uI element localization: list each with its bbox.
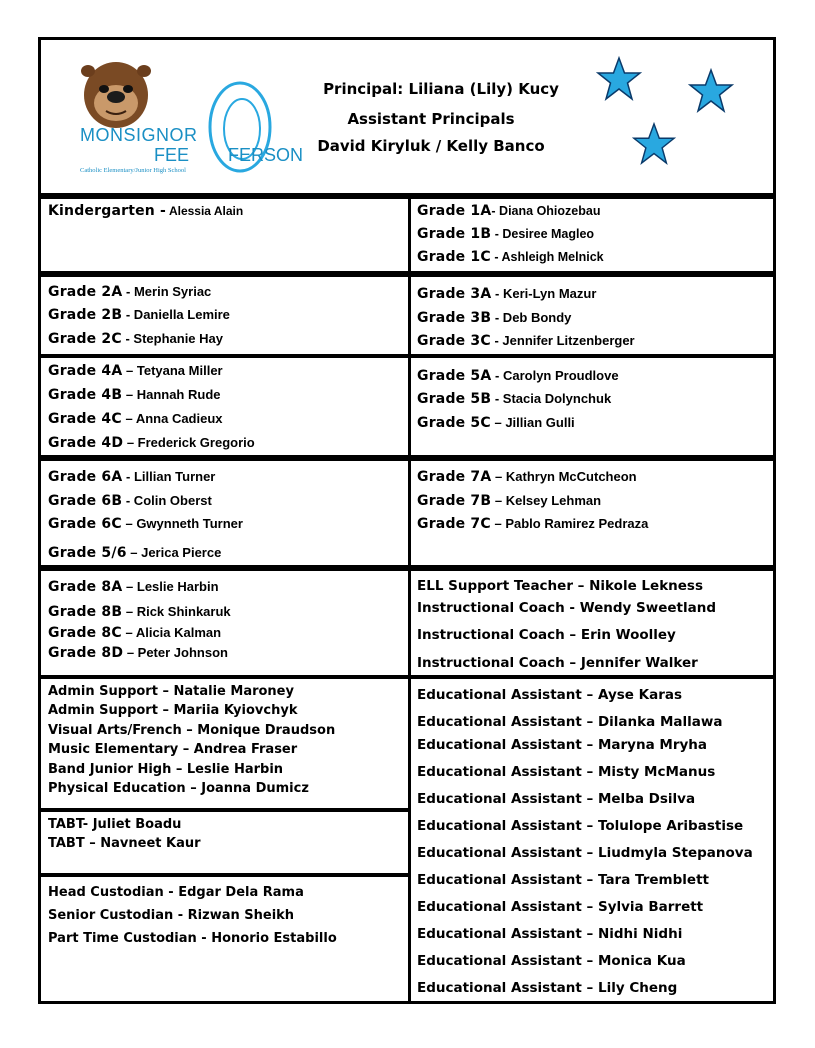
- ea-line: Educational Assistant – Liudmyla Stepanova: [417, 845, 753, 861]
- grade-5b-line: Grade 5B - Stacia Dolynchuk: [417, 391, 612, 407]
- grade-1a-line: Grade 1A- Diana Ohiozebau: [417, 203, 601, 219]
- admin-line: Physical Education – Joanna Dumicz: [48, 781, 309, 796]
- assistant-principals-title: Assistant Principals: [347, 110, 515, 128]
- ea-line: Educational Assistant – Tara Tremblett: [417, 872, 709, 888]
- grade-5-6-line: Grade 5/6 – Jerica Pierce: [48, 545, 222, 561]
- grade-6c-line: Grade 6C – Gwynneth Turner: [48, 516, 243, 532]
- tabt-line: TABT- Juliet Boadu: [48, 817, 182, 832]
- admin-line: Music Elementary – Andrea Fraser: [48, 742, 298, 757]
- star-icon: [632, 122, 676, 166]
- grade-7b-line: Grade 7B – Kelsey Lehman: [417, 493, 602, 509]
- logo-line-ferson: FERSON: [228, 145, 304, 165]
- grade-6a-line: Grade 6A - Lillian Turner: [48, 469, 216, 485]
- grade-5a-line: Grade 5A - Carolyn Proudlove: [417, 368, 619, 384]
- grade-7a-line: Grade 7A – Kathryn McCutcheon: [417, 469, 637, 485]
- grade-8d-line: Grade 8D – Peter Johnson: [48, 645, 228, 661]
- grade-2b-line: Grade 2B - Daniella Lemire: [48, 307, 230, 323]
- admin-line: Band Junior High – Leslie Harbin: [48, 762, 284, 777]
- kindergarten-line: Kindergarten - Alessia Alain: [48, 203, 244, 219]
- support-line: Instructional Coach - Wendy Sweetland: [417, 600, 717, 616]
- custodian-line: Senior Custodian - Rizwan Sheikh: [48, 908, 295, 923]
- ea-line: Educational Assistant – Ayse Karas: [417, 687, 683, 703]
- grade-1c-line: Grade 1C - Ashleigh Melnick: [417, 249, 604, 265]
- grade-6b-line: Grade 6B - Colin Oberst: [48, 493, 212, 509]
- logo-tagline: Catholic Elementary/Junior High School: [80, 167, 186, 174]
- admin-line: Visual Arts/French – Monique Draudson: [48, 723, 336, 738]
- grade-2c-line: Grade 2C - Stephanie Hay: [48, 331, 223, 347]
- ea-line: Educational Assistant – Lily Cheng: [417, 980, 678, 996]
- admin-line: Admin Support – Mariia Kyiovchyk: [48, 703, 298, 718]
- ea-line: Educational Assistant – Maryna Mryha: [417, 737, 708, 753]
- grade-4b-line: Grade 4B – Hannah Rude: [48, 387, 221, 403]
- grade-1b-line: Grade 1B - Desiree Magleo: [417, 226, 595, 242]
- ea-line: Educational Assistant – Monica Kua: [417, 953, 686, 969]
- support-line: Instructional Coach – Erin Woolley: [417, 627, 676, 643]
- ea-line: Educational Assistant – Sylvia Barrett: [417, 899, 704, 915]
- grade-3b-line: Grade 3B - Deb Bondy: [417, 310, 572, 326]
- logo-line-fee: FEE: [154, 145, 190, 165]
- ea-line: Educational Assistant – Misty McManus: [417, 764, 716, 780]
- star-icon: [596, 56, 642, 102]
- grade-8a-line: Grade 8A – Leslie Harbin: [48, 579, 219, 595]
- grade-4c-line: Grade 4C – Anna Cadieux: [48, 411, 223, 427]
- principal-title: Principal: Liliana (Lily) Kucy: [323, 80, 559, 98]
- grade-8c-line: Grade 8C – Alicia Kalman: [48, 625, 222, 641]
- custodian-line: Head Custodian - Edgar Dela Rama: [48, 885, 304, 900]
- grade-8b-line: Grade 8B – Rick Shinkaruk: [48, 604, 231, 620]
- grade-4a-line: Grade 4A – Tetyana Miller: [48, 363, 223, 379]
- grade-4d-line: Grade 4D – Frederick Gregorio: [48, 435, 255, 451]
- grade-7c-line: Grade 7C – Pablo Ramirez Pedraza: [417, 516, 649, 532]
- admin-line: Admin Support – Natalie Maroney: [48, 684, 294, 699]
- ea-line: Educational Assistant – Dilanka Mallawa: [417, 714, 723, 730]
- support-line: Instructional Coach – Jennifer Walker: [417, 655, 698, 671]
- tabt-line: TABT – Navneet Kaur: [48, 836, 201, 851]
- ea-line: Educational Assistant – Nidhi Nidhi: [417, 926, 683, 942]
- grade-2a-line: Grade 2A - Merin Syriac: [48, 284, 212, 300]
- custodian-line: Part Time Custodian - Honorio Estabillo: [48, 931, 337, 946]
- grade-3a-line: Grade 3A - Keri-Lyn Mazur: [417, 286, 597, 302]
- school-logo: [70, 55, 304, 185]
- grade-3c-line: Grade 3C - Jennifer Litzenberger: [417, 333, 635, 349]
- support-line: ELL Support Teacher – Nikole Lekness: [417, 578, 704, 594]
- grade-5c-line: Grade 5C – Jillian Gulli: [417, 415, 575, 431]
- assistant-principals-names: David Kiryluk / Kelly Banco: [317, 137, 545, 155]
- ea-line: Educational Assistant – Melba Dsilva: [417, 791, 696, 807]
- star-icon: [688, 68, 734, 114]
- logo-line-monsignor: MONSIGNOR: [80, 125, 198, 145]
- ea-line: Educational Assistant – Tolulope Aribastise: [417, 818, 744, 834]
